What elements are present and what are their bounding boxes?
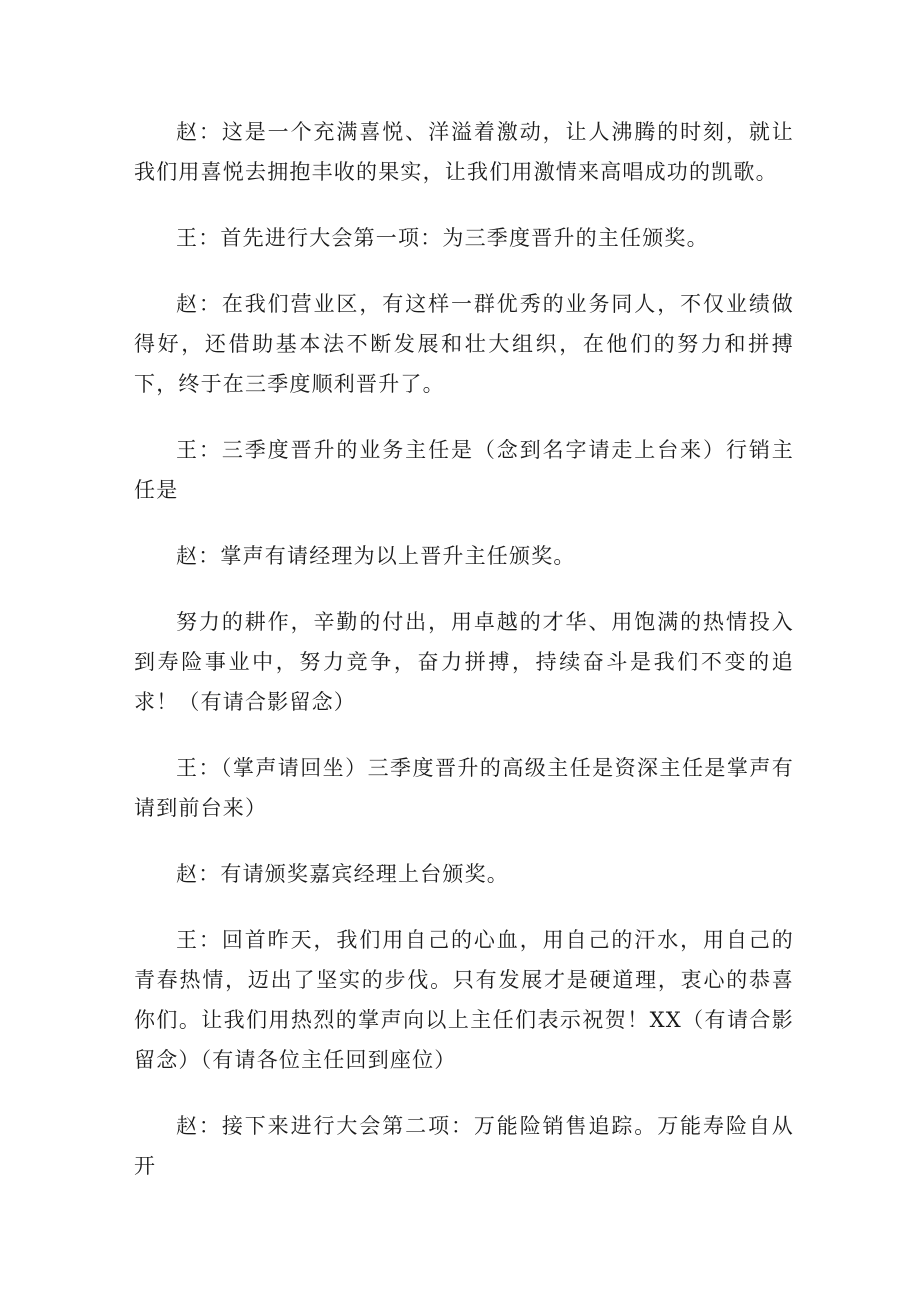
paragraph-10: 赵：接下来进行大会第二项：万能险销售追踪。万能寿险自从开 <box>134 1114 794 1178</box>
paragraph-1: 赵：这是一个充满喜悦、洋溢着激动，让人沸腾的时刻，就让我们用喜悦去拥抱丰收的果实，让我们用激情来高唱成功的凯歌。 <box>134 120 794 184</box>
paragraph-3: 赵：在我们营业区，有这样一群优秀的业务同人，不仅业绩做得好，还借助基本法不断发展和壮大组织，在他们的努力和拼搏下，终于在三季度顺利晋升了。 <box>134 292 794 396</box>
paragraph-5: 赵：掌声有请经理为以上晋升主任颁奖。 <box>176 544 576 568</box>
paragraph-9: 王：回首昨天，我们用自己的心血，用自己的汗水，用自己的青春热情，迈出了坚实的步伐。只有发展才是硬道理，衷心的恭喜你们。让我们用热烈的掌声向以上主任们表示祝贺！XX（有请合影留念）（有请各位主任回到座位） <box>134 928 794 1072</box>
paragraph-6: 努力的耕作，辛勤的付出，用卓越的才华、用饱满的热情投入到寿险事业中，努力竞争，奋力拼搏，持续奋斗是我们不变的追求！（有请合影留念） <box>134 610 794 714</box>
paragraph-8: 赵：有请颁奖嘉宾经理上台颁奖。 <box>176 862 509 886</box>
document-body <box>134 112 794 1212</box>
paragraph-7: 王：（掌声请回坐）三季度晋升的高级主任是资深主任是掌声有请到前台来） <box>134 756 794 820</box>
paragraph-2: 王：首先进行大会第一项：为三季度晋升的主任颁奖。 <box>176 226 709 250</box>
paragraph-4: 王：三季度晋升的业务主任是（念到名字请走上台来）行销主任是 <box>134 438 794 502</box>
